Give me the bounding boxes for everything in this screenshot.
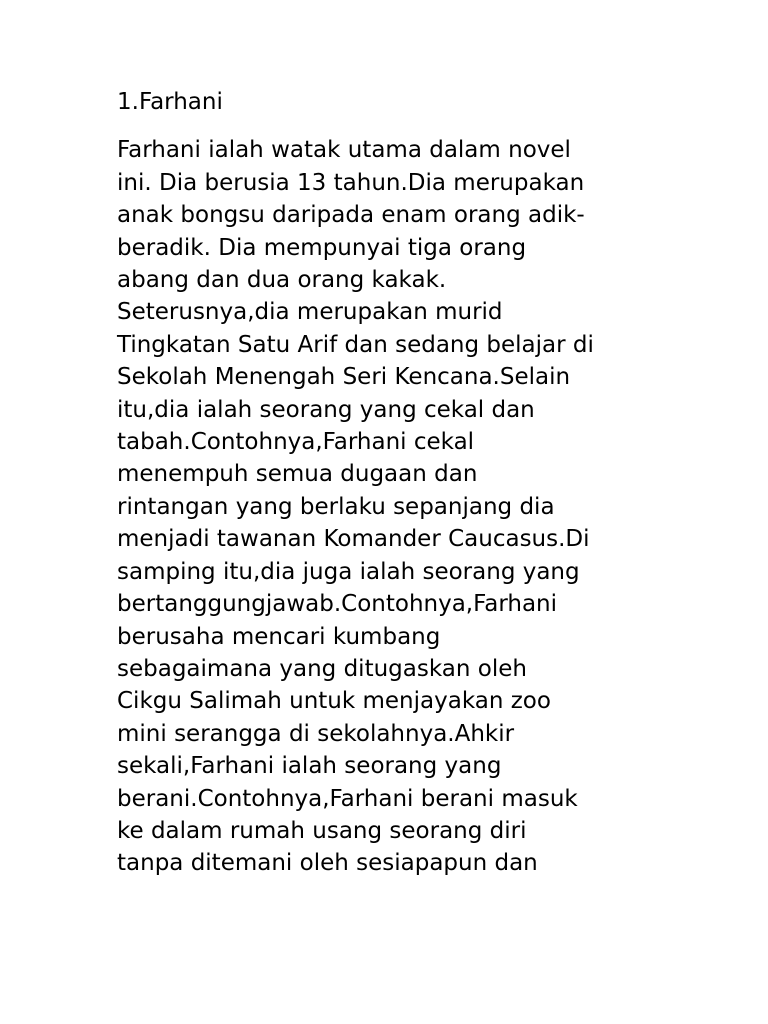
paragraph-line: Sekolah Menengah Seri Kencana.Selain	[117, 364, 571, 391]
paragraph-line: tabah.Contohnya,Farhani cekal	[117, 429, 475, 456]
body-paragraph	[117, 134, 677, 879]
paragraph-line: menjadi tawanan Komander Caucasus.Di	[117, 526, 590, 553]
paragraph-line: mini serangga di sekolahnya.Ahkir	[117, 720, 515, 747]
paragraph-line: berani.Contohnya,Farhani berani masuk	[117, 785, 578, 812]
section-heading: 1.Farhani	[117, 89, 223, 115]
paragraph-line: beradik. Dia mempunyai tiga orang	[117, 234, 527, 261]
paragraph-line: Seterusnya,dia merupakan murid	[117, 299, 503, 326]
paragraph-line: itu,dia ialah seorang yang cekal dan	[117, 396, 535, 423]
paragraph-line: sekali,Farhani ialah seorang yang	[117, 753, 502, 780]
paragraph-line: Tingkatan Satu Arif dan sedang belajar di	[117, 331, 594, 358]
paragraph-line: ke dalam rumah usang seorang diri	[117, 817, 527, 844]
paragraph-line: samping itu,dia juga ialah seorang yang	[117, 558, 580, 585]
paragraph-line: abang dan dua orang kakak.	[117, 267, 447, 294]
paragraph-line: berusaha mencari kumbang	[117, 623, 441, 650]
document-content	[117, 86, 677, 880]
paragraph-line: bertanggungjawab.Contohnya,Farhani	[117, 591, 558, 618]
paragraph-line: anak bongsu daripada enam orang adik-	[117, 202, 585, 229]
paragraph-line: tanpa ditemani oleh sesiapapun dan	[117, 850, 538, 877]
paragraph-line: Cikgu Salimah untuk menjayakan zoo	[117, 688, 551, 715]
paragraph-line: menempuh semua dugaan dan	[117, 461, 478, 488]
paragraph-line: rintangan yang berlaku sepanjang dia	[117, 493, 555, 520]
paragraph-line: ini. Dia berusia 13 tahun.Dia merupakan	[117, 169, 585, 196]
paragraph-line: sebagaimana yang ditugaskan oleh	[117, 655, 527, 682]
paragraph-line: Farhani ialah watak utama dalam novel	[117, 137, 571, 164]
